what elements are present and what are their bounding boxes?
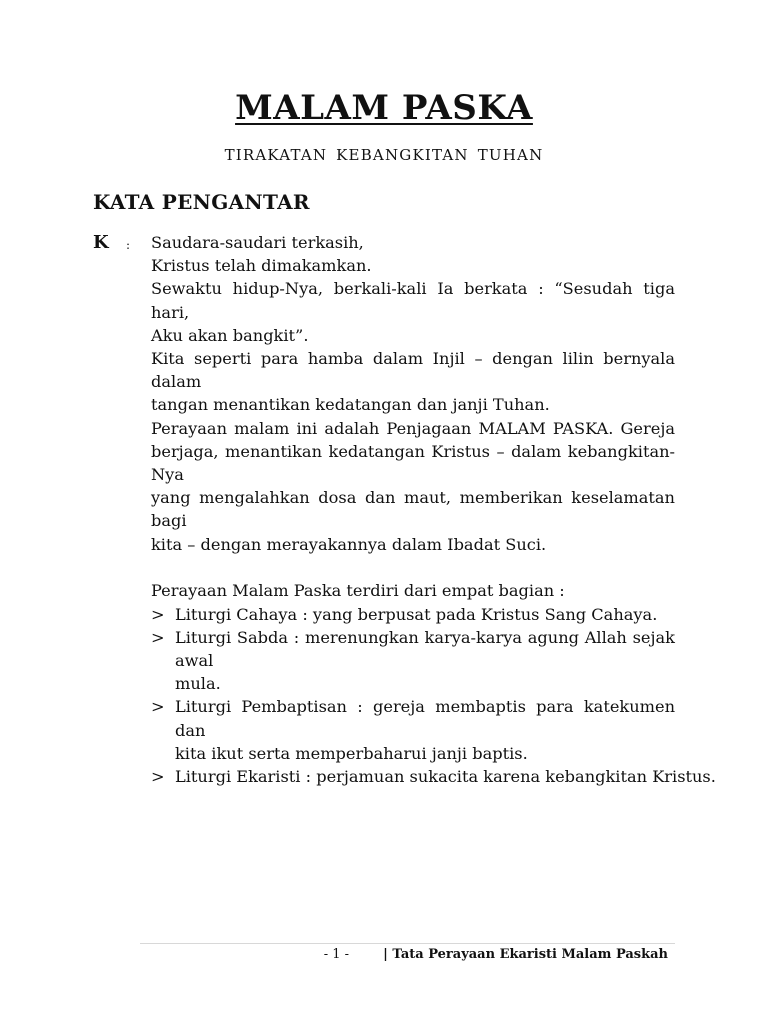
footer-divider <box>140 943 675 944</box>
list-item-text: mula. <box>175 674 221 694</box>
text-line: Kristus telah dimakamkan. <box>151 256 372 276</box>
bullet-marker: > <box>151 627 165 647</box>
text-line: yang mengalahkan dosa dan maut, memberikan keselamatan bagi <box>151 488 675 531</box>
text-line: berjaga, menantikan kedatangan Kristus – dalam kebangkitan-Nya <box>151 441 675 485</box>
list-item <box>151 626 675 696</box>
text-line: Kita seperti para hamba dalam Injil – dengan lilin bernyala dalam <box>151 349 675 392</box>
list-item-text: Liturgi Ekaristi : perjamuan sukacita karena kebangkitan Kristus. <box>175 766 716 786</box>
list-item <box>151 695 675 765</box>
text-line: Aku akan bangkit”. <box>151 325 309 345</box>
text-line: Perayaan malam ini adalah Penjagaan MALAM PASKA. Gereja <box>151 418 675 438</box>
bullet-marker: > <box>151 604 165 624</box>
paragraph-gap <box>151 556 675 580</box>
text-line: Sewaktu hidup-Nya, berkali-kali Ia berkata : “Sesudah tiga hari, <box>151 279 675 322</box>
list-item-text: Liturgi Sabda : merenungkan karya-karya agung Allah sejak awal <box>175 627 675 670</box>
list-item <box>151 603 675 626</box>
section-heading: KATA PENGANTAR <box>93 190 310 214</box>
list-item-text: kita ikut serta memperbaharui janji baptis. <box>175 743 528 763</box>
bullet-marker: > <box>151 766 165 786</box>
list-item-text: Liturgi Pembaptisan : gereja membaptis para katekumen dan <box>175 697 675 740</box>
text-line: kita – dengan merayakannya dalam Ibadat Suci. <box>151 534 547 554</box>
intro-text <box>151 231 716 788</box>
bullet-marker: > <box>151 697 165 717</box>
speaker-separator: : <box>126 238 131 252</box>
speaker-label: K <box>93 232 109 253</box>
list-item-text: Liturgi Cahaya : yang berpusat pada Kristus Sang Cahaya. <box>175 604 658 624</box>
list-item <box>151 765 716 788</box>
page-subtitle: TIRAKATAN KEBANGKITAN TUHAN <box>224 146 544 164</box>
page-number: - 1 - <box>323 947 350 962</box>
parts-intro: Perayaan Malam Paska terdiri dari empat bagian : <box>151 581 565 601</box>
text-line: tangan menantikan kedatangan dan janji Tuhan. <box>151 395 550 415</box>
footer-document-title: | Tata Perayaan Ekaristi Malam Paskah <box>383 947 668 962</box>
text-line: Saudara-saudari terkasih, <box>151 233 364 252</box>
page-title: MALAM PASKA <box>235 88 533 128</box>
page-footer <box>324 947 668 962</box>
